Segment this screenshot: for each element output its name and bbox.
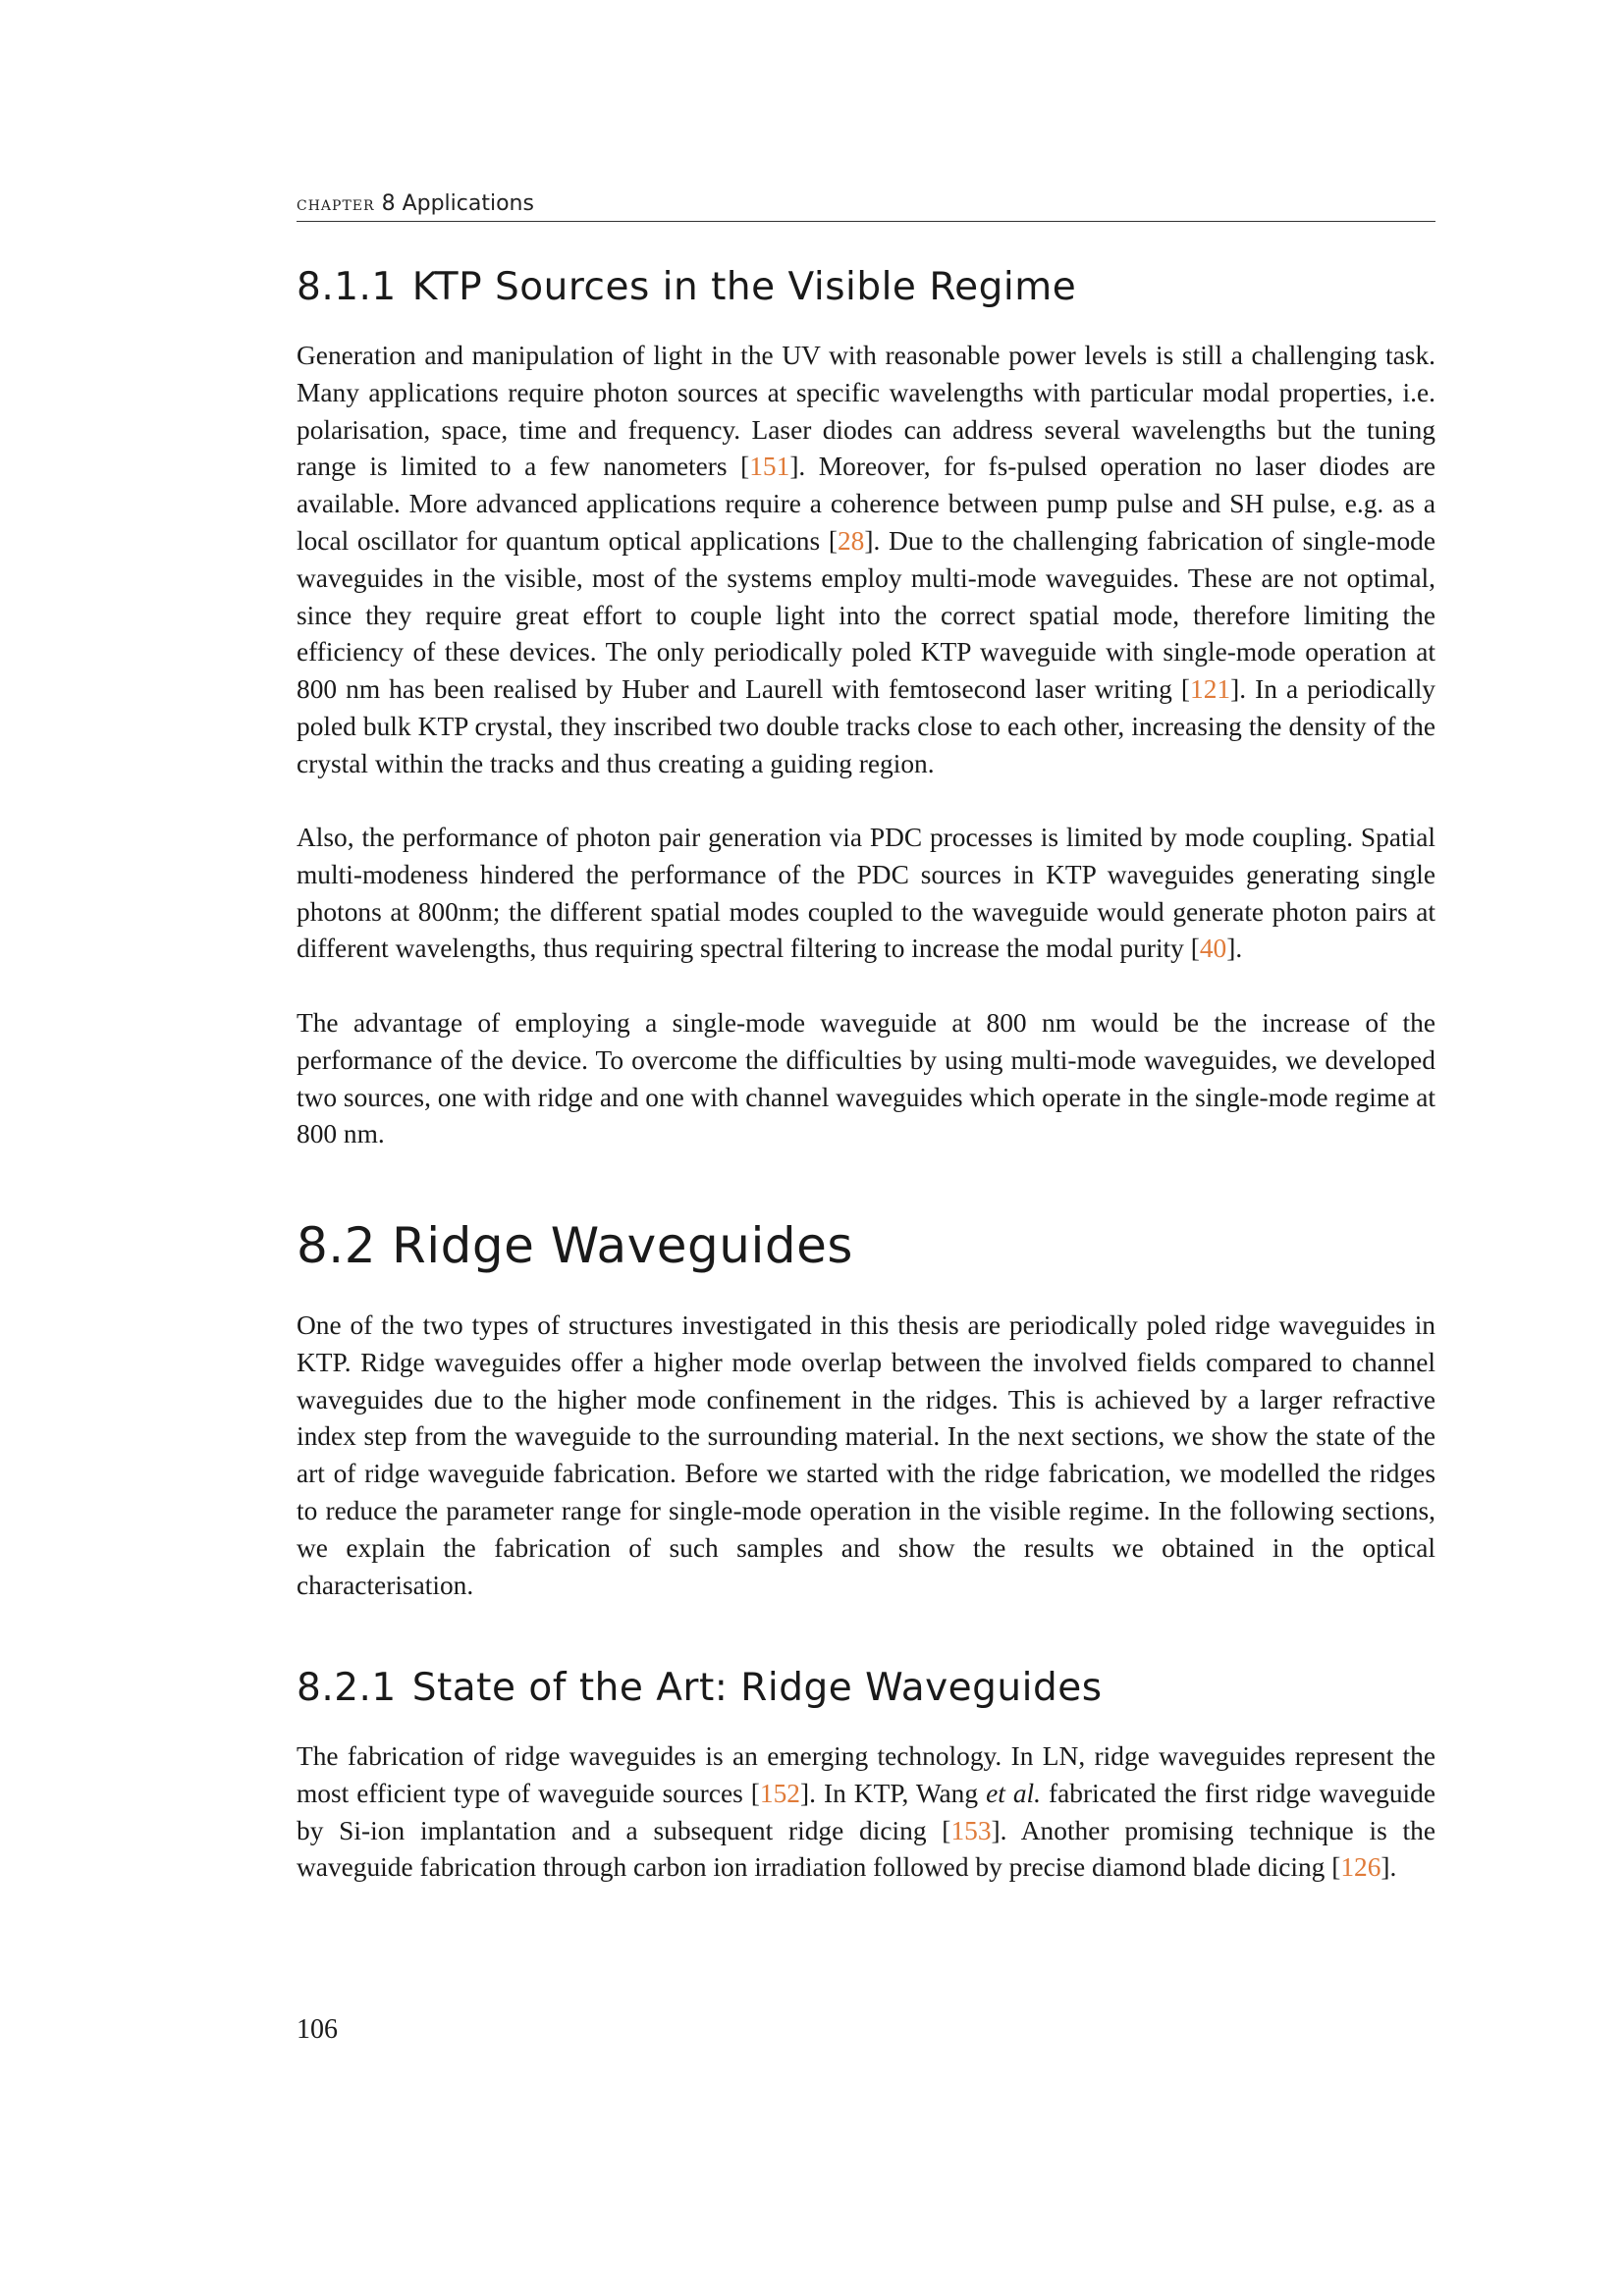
text-run: ]. [1226, 934, 1243, 964]
section-number: 8.1.1 [297, 265, 397, 309]
citation-link[interactable]: 40 [1199, 934, 1227, 964]
paragraph-2 [297, 820, 1435, 968]
section-title: KTP Sources in the Visible Regime [411, 265, 1077, 309]
text-run: The fabrication of ridge waveguides is an emerging technology. In LN, ridge waveguides represent the most efficient type of waveguide sources [ [297, 1741, 1435, 1808]
text-run: fabricated the first ridge waveguide by Si-ion implantation and a subsequent ridge dicing [ [297, 1778, 1435, 1845]
paragraph-5 [297, 1738, 1435, 1887]
paragraph-4: One of the two types of structures investigated in this thesis are periodically poled ridge waveguides in KTP. Ridge waveguides offer a higher mode overlap between the involved fields compared to channel waveguides due to the higher mode confinement in the ridges. This is achieved by a larger refractive index step from the waveguide to the surrounding material. In the next sections, we show the state of the art of ridge waveguide fabrication. Before we started with the ridge fabrication, we modelled the ridges to reduce the parameter range for single-mode operation in the visible regime. In the following sections, we explain the fabrication of such samples and show the results we obtained in the optical characterisation. [297, 1310, 1435, 1600]
et-al: et al. [986, 1778, 1041, 1808]
paragraph-3: The advantage of employing a single-mode waveguide at 800 nm would be the increase of the performance of the device. To overcome the difficulties by using multi-mode waveguides, we developed two sources, one with ridge and one with channel waveguides which operate in the single-mode regime at 800 nm. [297, 1008, 1435, 1149]
chapter-number: 8 [381, 191, 396, 216]
citation-link[interactable]: 126 [1340, 1852, 1381, 1883]
page [297, 0, 1435, 2296]
running-header [297, 189, 1435, 222]
chapter-title: Applications [402, 191, 534, 216]
citation-link[interactable]: 28 [837, 525, 865, 556]
section-number: 8.2.1 [297, 1666, 397, 1710]
text-run: ]. [1380, 1852, 1397, 1883]
text-run: ]. Moreover, for fs-pulsed operation no laser diodes are available. More advanced applications require a coherence between pump pulse and SH pulse, e.g. as a local oscillator for quantum optical applications [ [297, 452, 1435, 556]
text-run: ]. In a periodically poled bulk KTP crystal, they inscribed two double tracks close to each other, increasing the density of the crystal within the tracks and thus creating a guiding region. [297, 674, 1435, 778]
citation-link[interactable]: 152 [759, 1778, 800, 1808]
citation-link[interactable]: 151 [749, 452, 790, 482]
text-run: Generation and manipulation of light in the UV with reasonable power levels is still a challenging task. Many applications require photon sources at specific wavelengths with particular modal properties, i.e. polarisation, space, time and frequency. Laser diodes can address several wavelengths but the tuning range is limited to a few nanometers [ [297, 341, 1435, 482]
section-heading-8-2 [297, 1217, 853, 1274]
text-run: Also, the performance of photon pair generation via PDC processes is limited by mode coupling. Spatial multi-modeness hindered the performance of the PDC sources in KTP waveguides generating single photons at 800nm; the different spatial modes coupled to the waveguide would generate photon pairs at different wavelengths, thus requiring spectral filtering to increase the modal purity [ [297, 823, 1435, 964]
text-run: ]. Due to the challenging fabrication of single-mode waveguides in the visible, most of the systems employ multi-mode waveguides. These are not optimal, since they require great effort to couple light into the correct spatial mode, therefore limiting the efficiency of these devices. The only periodically poled KTP waveguide with single-mode operation at 800 nm has been realised by Huber and Laurell with femtosecond laser writing [ [297, 525, 1435, 705]
citation-link[interactable]: 121 [1190, 674, 1231, 705]
chapter-word: chapter [297, 191, 375, 215]
section-title: Ridge Waveguides [392, 1217, 853, 1274]
paragraph-1 [297, 338, 1435, 783]
section-number: 8.2 [297, 1217, 377, 1274]
page-number: 106 [297, 2014, 338, 2045]
section-heading-8-1-1 [297, 265, 1076, 309]
section-title: State of the Art: Ridge Waveguides [411, 1666, 1103, 1710]
text-run: ]. Another promising technique is the waveguide fabrication through carbon ion irradiation followed by precise diamond blade dicing [ [297, 1815, 1435, 1883]
citation-link[interactable]: 153 [950, 1815, 992, 1845]
section-heading-8-2-1 [297, 1666, 1103, 1710]
text-run: ]. In KTP, Wang [800, 1778, 987, 1808]
